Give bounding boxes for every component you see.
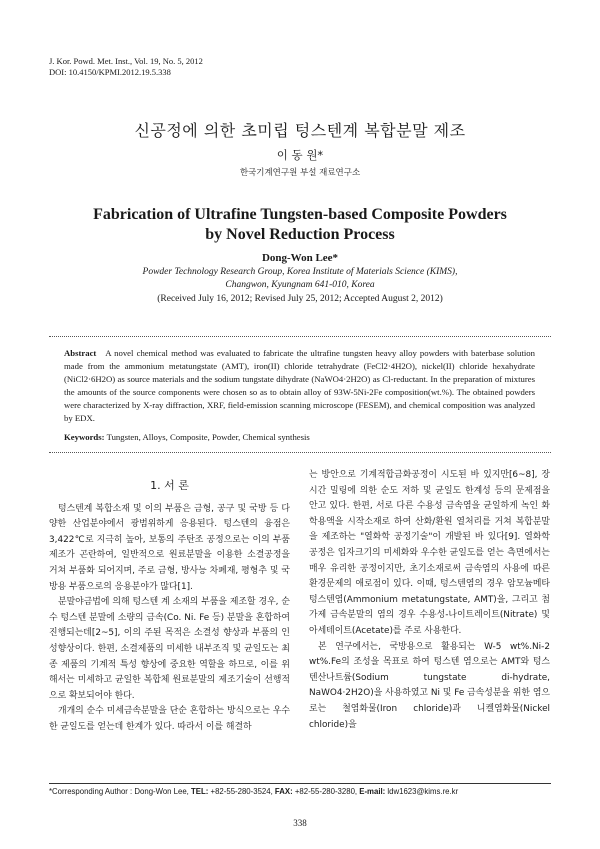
column-right [309, 468, 550, 733]
paragraph: 분말야금법에 의해 텅스텐 계 소재의 부품을 제조할 경우, 순수 텅스텐 분말에 소량의 금속(Co. Ni. Fe 등) 분말을 혼합하여 진행되는데[2~5], 이의 주된 목적은 소결성 향상과 부품의 인성향상이다. 한편, 소결제품의 미세한 내부조직 및 균일도는 최종 제품의 기계적 특성 향상에 중요한 역할을 하므로, 이를 위해서는 미세하고 균일한 복합체 원료분말의 제조기술이 선행적으로 확보되어야 한다. [49, 597, 290, 701]
paragraph: 개개의 순수 미세금속분말을 단순 혼합하는 방식으로는 우수한 균일도를 얻는데 한계가 있다. 따라서 이를 해결하 [49, 706, 290, 732]
footnote-tel: +82-55-280-3524, [210, 787, 273, 796]
abstract-bottom-rule [49, 452, 551, 453]
journal-header [49, 56, 203, 78]
footnote-author: *Corresponding Author : Dong-Won Lee, [49, 787, 189, 796]
author-english: Dong-Won Lee* [261, 252, 339, 264]
section-heading-introduction: 1. 서 론 [150, 479, 189, 492]
paragraph: 는 방안으로 기계적합금화공정이 시도된 바 있지만[6~8], 장시간 밀링에 의한 순도 저하 및 균일도 한계성 등의 문제점을 안고 있다. 한편, 서로 다른 수용성 금속염을 균일하게 녹인 화학용액을 시작소재로 하여 산화/환원 열처리를 거쳐 복합분말을 제조하는 "열화학 공정기술"이 개발된 바 있다[9]. 열화학 공정은 입자크기의 미세화와 우수한 균일도를 얻는 측면에서는 매우 유리한 공정이지만, 초기소재로써 금속염의 사용에 따른 환경문제의 애로점이 있다. 이때, 텅스텐염의 경우 암모늄메타텅스텐염(Ammonium metatungstate, AMT)을, 그리고 첨가제 금속분말의 염의 경우 수용성-나이트레이트(Nitrate) 및 아세테이트(Acetate)를 주로 사용한다. [309, 470, 550, 636]
corresponding-author-footnote [49, 787, 458, 796]
footnote-tel-label: TEL: [191, 787, 209, 796]
page-number: 338 [293, 818, 307, 828]
footnote-rule [49, 783, 551, 784]
title-english [0, 205, 600, 245]
affiliation-korean: 한국기계연구원 부설 재료연구소 [239, 168, 361, 178]
keywords-text: Tungsten, Alloys, Composite, Powder, Chemical synthesis [106, 432, 310, 442]
title-english-line1: Fabrication of Ultrafine Tungsten-based Composite Powders [93, 206, 507, 223]
paragraph: 텅스텐계 복합소재 및 이의 부품은 금형, 공구 및 국방 등 다양한 산업분야에서 광범위하게 응용된다. 텅스텐의 융점은 3,422℃로 지극히 높아, 보통의 주탄조 공정으로는 이의 부품제조가 곤란하여, 일반적으로 원료분말을 이용한 소결공정을 거쳐 부품화 되어지며, 주로 금형, 방사능 차폐재, 평형추 및 국방용 부품으로의 응용분야가 많다[1]. [49, 503, 290, 592]
keywords-block [64, 432, 535, 442]
title-english-line2: by Novel Reduction Process [205, 226, 395, 243]
footnote-fax: +82-55-280-3280, [294, 787, 358, 796]
affiliation-english-line2: Changwon, Kyungnam 641-010, Korea [225, 279, 375, 290]
abstract-label: Abstract [64, 348, 97, 358]
abstract-top-rule [49, 336, 551, 337]
footnote-email: ldw1623@kims.re.kr [387, 787, 459, 796]
footnote-email-label: E-mail: [359, 787, 386, 796]
footnote-fax-label: FAX: [274, 787, 293, 796]
journal-doi: DOI: 10.4150/KPMI.2012.19.5.338 [49, 67, 171, 77]
author-korean: 이 동 원* [276, 148, 324, 162]
journal-citation: J. Kor. Powd. Met. Inst., Vol. 19, No. 5, 2012 [49, 56, 203, 66]
received-dates: (Received July 16, 2012; Revised July 25, 2012; Accepted August 2, 2012) [157, 294, 443, 304]
title-korean: 신공정에 의한 초미립 텅스텐계 복합분말 제조 [134, 121, 466, 140]
abstract-text: A novel chemical method was evaluated to fabricate the ultrafine tungsten heavy alloy powders with baterbase solution made from the ammonium metatungstate (AMT), iron(II) chloride tetrahydrate (FeCl2·4H2O), nickel(II) chloride hexahydrate (NiCl2·6H2O) as source materials and the sodium tungstate dihydrate (NaWO4·2H2O) as Cl-reductant. In the preparation of mixtures the amounts of the source components were chosen so as to obtain alloy of 93W-5Ni-2Fe composition(wt.%). The obtained powders were characterized by X-ray diffraction, XRF, field-emission scanning microscope (FESEM), and chemical composition was analyzed by EDX. [64, 348, 535, 423]
abstract-block [64, 347, 535, 424]
affiliation-english-line1: Powder Technology Research Group, Korea Institute of Materials Science (KIMS), [142, 267, 458, 277]
affiliation-english [0, 266, 600, 291]
keywords-label: Keywords: [64, 432, 105, 442]
column-left [49, 470, 290, 736]
paragraph: 본 연구에서는, 국방용으로 활용되는 W-5 wt%.Ni-2 wt%.Fe의 조성을 목표로 하여 텅스텐 염으로는 AMT와 텅스텐산나트륨(Sodium tungstate di-hydrate, NaWO4·2H2O)을 사용하였고 Ni 및 Fe 금속성분을 위한 염으로는 철염화물(Iron chloride)과 니켈염화물(Nickel chloride)을 [309, 641, 550, 730]
